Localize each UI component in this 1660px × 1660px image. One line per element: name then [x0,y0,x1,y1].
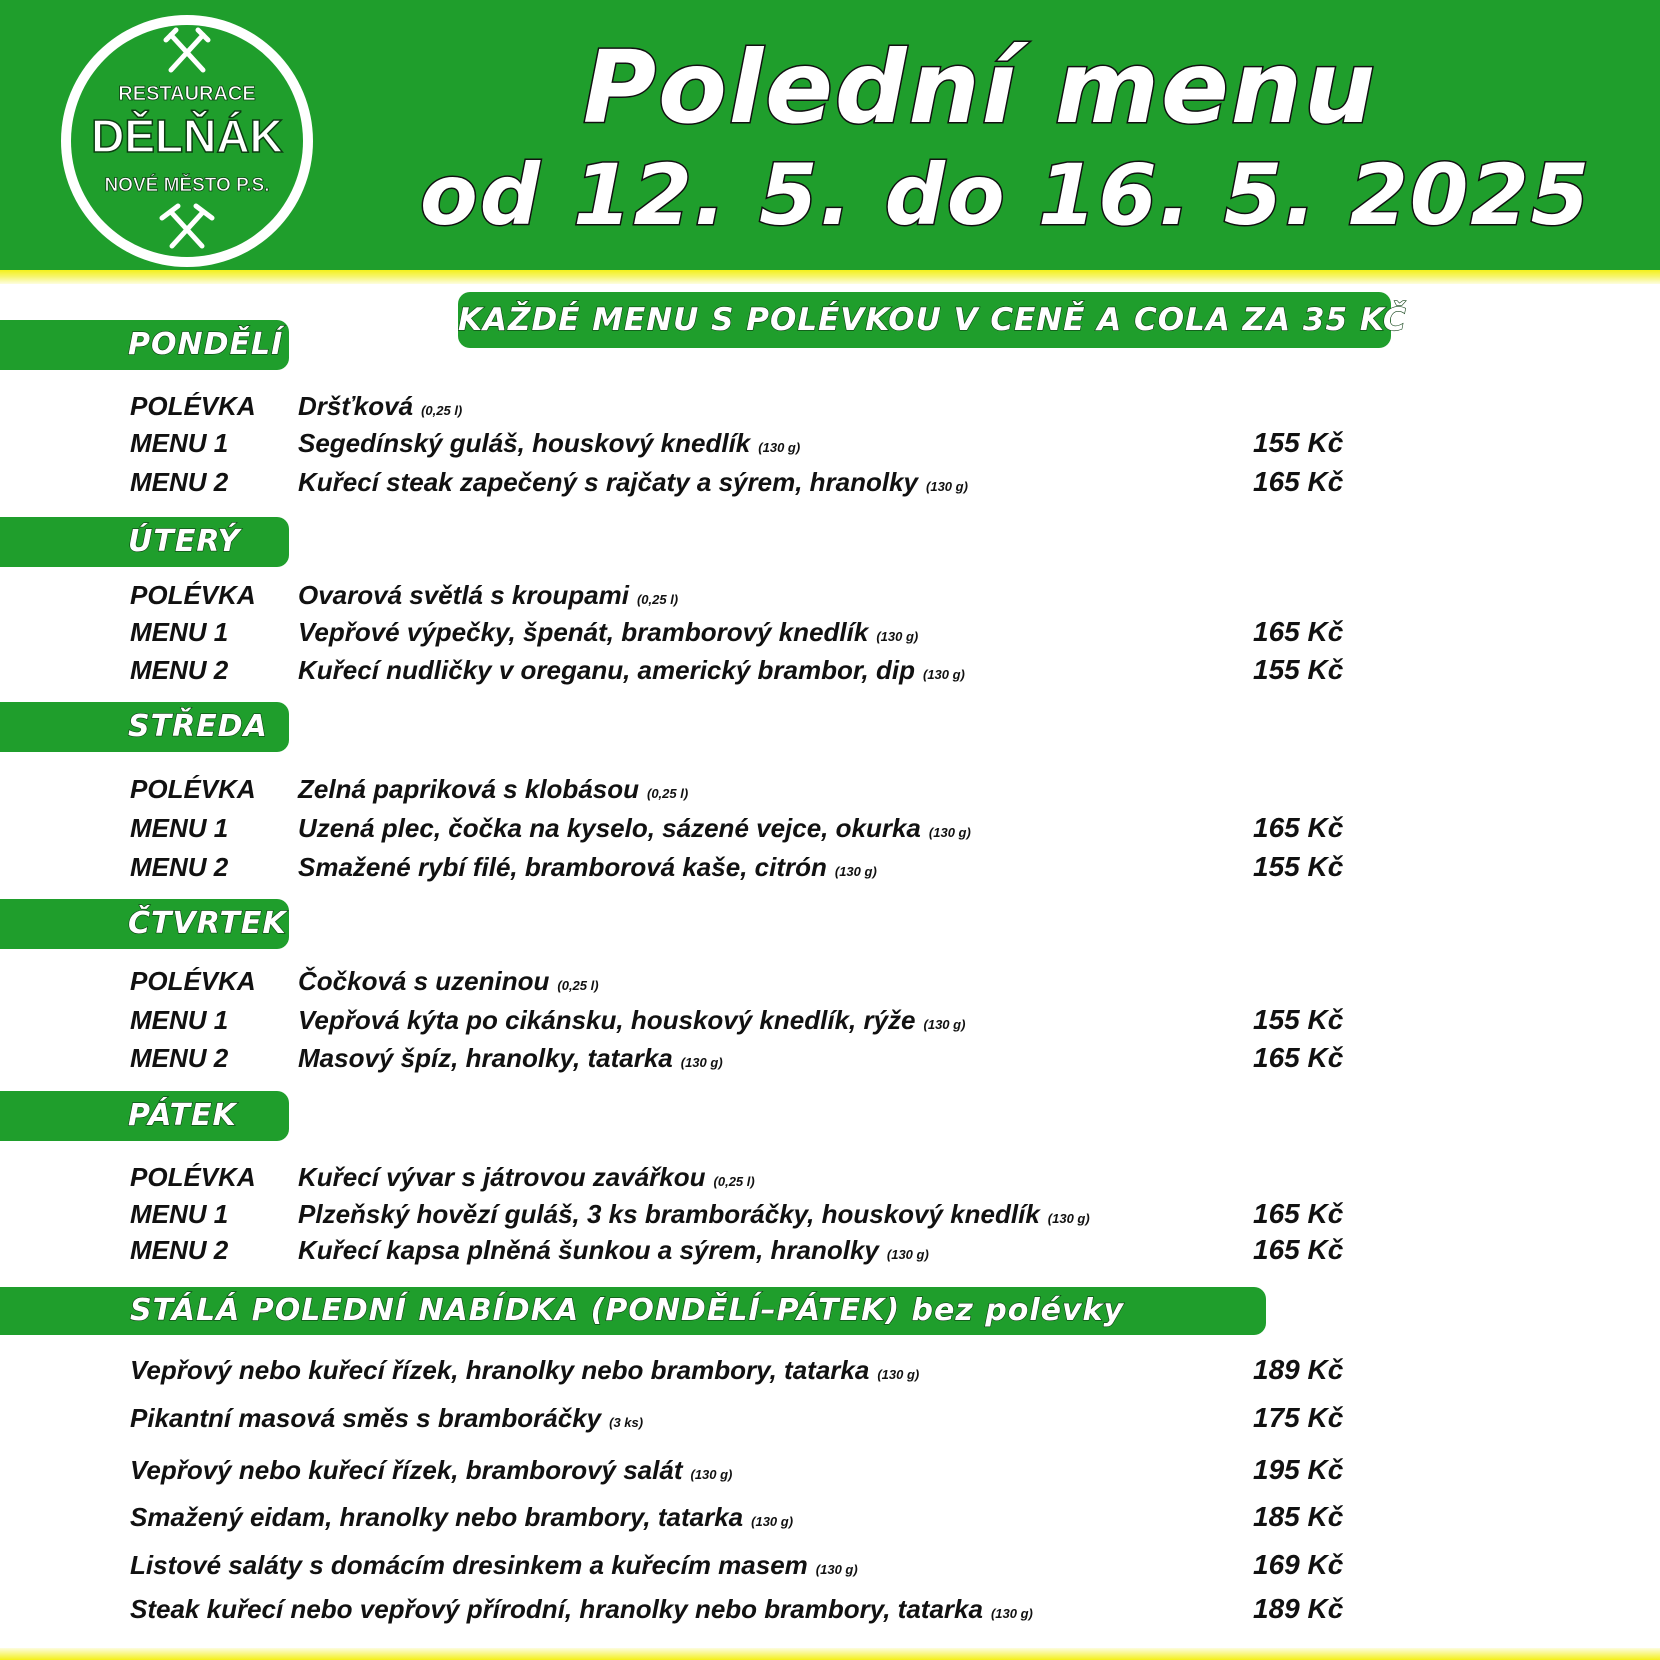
row-label: POLÉVKA [130,966,256,996]
dish-name: Pikantní masová směs s bramboráčky (3 ks) [130,1403,644,1433]
dish-name: Kuřecí kapsa plněná šunkou a sýrem, hranolky (130 g) [298,1235,929,1265]
portion-note: (130 g) [922,667,965,682]
portion-note: (130 g) [680,1055,723,1070]
menu-row [0,462,1660,502]
portion-note: (0,25 l) [421,403,463,418]
portion-note: (130 g) [815,1562,858,1577]
fixed-menu-row [0,1450,1660,1490]
dish-name: Zelná papriková s klobásou (0,25 l) [298,774,689,804]
price: 165 Kč [1253,616,1344,647]
fixed-menu-row [0,1545,1660,1585]
dish-name: Masový špíz, hranolky, tatarka (130 g) [298,1043,723,1073]
row-label: POLÉVKA [130,391,256,421]
price: 155 Kč [1253,1004,1344,1035]
row-label: MENU 2 [130,1043,229,1073]
menu-row [0,1000,1660,1040]
price: 155 Kč [1253,851,1344,882]
dish-name: Kuřecí nudličky v oreganu, americký brambor, dip (130 g) [298,655,965,685]
dish-name: Kuřecí vývar s játrovou zavářkou (0,25 l) [298,1162,755,1192]
price: 189 Kč [1253,1354,1344,1385]
row-label: POLÉVKA [130,580,256,610]
dish-name: Vepřové výpečky, špenát, bramborový knedlík (130 g) [298,617,919,647]
restaurant-logo [56,10,318,272]
dish-name: Vepřový nebo kuřecí řízek, hranolky nebo brambory, tatarka (130 g) [130,1355,920,1385]
footer-yellow-stripe [0,1648,1660,1660]
day-header-tuesday: ÚTERÝ [0,517,289,567]
logo-line2: DĚLŇÁK [91,110,283,162]
logo-line1: RESTAURACE [118,83,256,105]
dish-name: Listové saláty s domácím dresinkem a kuřecím masem (130 g) [130,1550,858,1580]
price: 165 Kč [1253,1042,1344,1073]
dish-name: Plzeňský hovězí guláš, 3 ks bramboráčky, houskový knedlík (130 g) [298,1199,1090,1229]
day-header-thursday: ČTVRTEK [0,899,289,949]
menu-row [0,575,1660,615]
menu-row [0,847,1660,887]
portion-note: (0,25 l) [713,1174,755,1189]
row-label: POLÉVKA [130,1162,256,1192]
day-header-wednesday: STŘEDA [0,702,289,752]
price: 185 Kč [1253,1501,1344,1532]
fixed-menu-row [0,1350,1660,1390]
portion-note: (130 g) [886,1247,929,1262]
day-header-monday: PONDĚLÍ [0,320,289,370]
date-range-title: od 12. 5. do 16. 5. 2025 [420,146,1592,244]
row-label: MENU 2 [130,467,229,497]
price: 155 Kč [1253,654,1344,685]
dish-name: Smažené rybí filé, bramborová kaše, citrón (130 g) [298,852,877,882]
price: 195 Kč [1253,1454,1344,1485]
day-header-friday: PÁTEK [0,1091,289,1141]
menu-row [0,1194,1660,1234]
price: 175 Kč [1253,1402,1344,1433]
row-label: MENU 2 [130,1235,229,1265]
dish-name: Čočková s uzeninou (0,25 l) [298,966,599,996]
dish-name: Dršťková (0,25 l) [298,391,463,421]
header-yellow-stripe [0,270,1660,284]
menu-row [0,423,1660,463]
promo-banner: KAŽDÉ MENU S POLÉVKOU V CENĚ A COLA ZA 35 KČ [458,292,1391,348]
portion-note: (0,25 l) [557,978,599,993]
price: 165 Kč [1253,1198,1344,1229]
fixed-offer-header: STÁLÁ POLEDNÍ NABÍDKA (PONDĚLÍ–PÁTEK) bez polévky [0,1287,1266,1335]
portion-note: (130 g) [876,629,919,644]
portion-note: (130 g) [834,864,877,879]
portion-note: (3 ks) [609,1415,644,1430]
portion-note: (130 g) [923,1017,966,1032]
page-title: Polední menu [582,29,1378,146]
portion-note: (130 g) [751,1514,794,1529]
dish-name: Segedínský guláš, houskový knedlík (130 g) [298,428,801,458]
price: 165 Kč [1253,812,1344,843]
row-label: POLÉVKA [130,774,256,804]
row-label: MENU 1 [130,813,229,843]
price: 165 Kč [1253,1234,1344,1265]
logo-line3: NOVÉ MĚSTO P.S. [104,175,270,196]
menu-row [0,612,1660,652]
dish-name: Smažený eidam, hranolky nebo brambory, tatarka (130 g) [130,1502,794,1532]
fixed-menu-row [0,1398,1660,1438]
menu-row [0,961,1660,1001]
row-label: MENU 1 [130,617,229,647]
price: 169 Kč [1253,1549,1344,1580]
menu-row [0,1230,1660,1270]
row-label: MENU 1 [130,428,229,458]
row-label: MENU 1 [130,1005,229,1035]
portion-note: (130 g) [690,1467,733,1482]
portion-note: (0,25 l) [647,786,689,801]
portion-note: (130 g) [990,1606,1033,1621]
row-label: MENU 2 [130,655,229,685]
dish-name: Uzená plec, čočka na kyselo, sázené vejce, okurka (130 g) [298,813,971,843]
dish-name: Vepřový nebo kuřecí řízek, bramborový salát (130 g) [130,1455,733,1485]
menu-row [0,650,1660,690]
price: 165 Kč [1253,466,1344,497]
portion-note: (130 g) [1047,1211,1090,1226]
fixed-menu-row [0,1497,1660,1537]
menu-row [0,1157,1660,1197]
dish-name: Kuřecí steak zapečený s rajčaty a sýrem, hranolky (130 g) [298,467,968,497]
dish-name: Vepřová kýta po cikánsku, houskový knedlík, rýže (130 g) [298,1005,966,1035]
dish-name: Steak kuřecí nebo vepřový přírodní, hranolky nebo brambory, tatarka (130 g) [130,1594,1033,1624]
fixed-menu-row [0,1589,1660,1629]
price: 155 Kč [1253,427,1344,458]
row-label: MENU 1 [130,1199,229,1229]
portion-note: (130 g) [758,440,801,455]
row-label: MENU 2 [130,852,229,882]
portion-note: (130 g) [928,825,971,840]
portion-note: (130 g) [877,1367,920,1382]
portion-note: (0,25 l) [636,592,679,607]
dish-name: Ovarová světlá s kroupami (0,25 l) [298,580,679,610]
menu-row [0,386,1660,426]
menu-row [0,1038,1660,1078]
portion-note: (130 g) [926,479,968,494]
price: 189 Kč [1253,1593,1344,1624]
menu-row [0,808,1660,848]
menu-row [0,769,1660,809]
